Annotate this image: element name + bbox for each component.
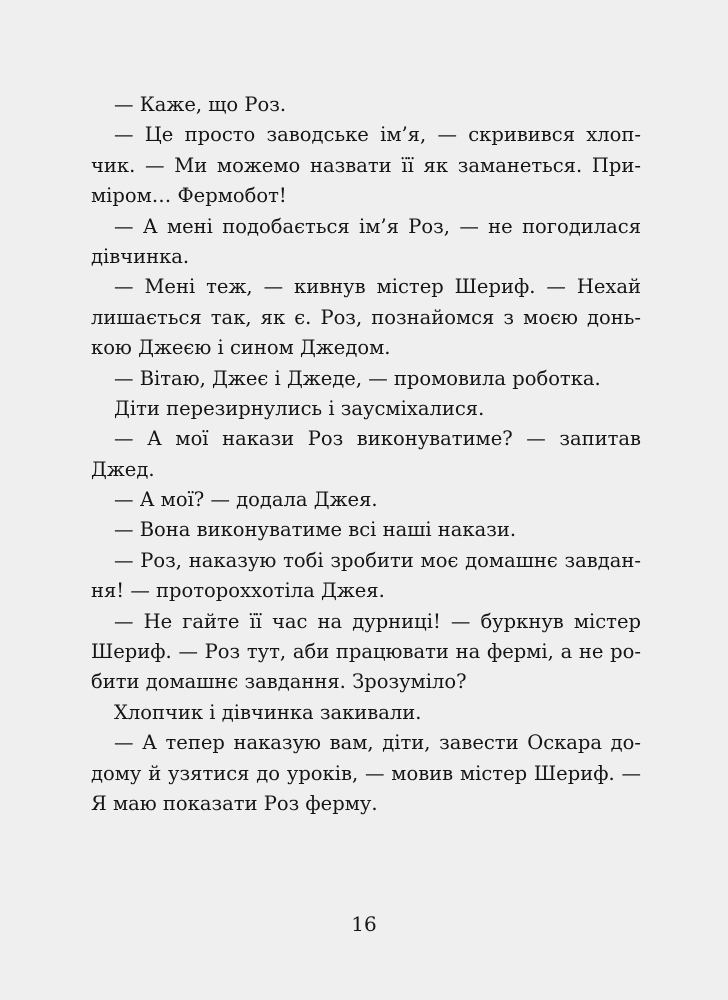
text-line: міром… Фермобот!: [91, 184, 287, 208]
text-line: — Мені теж, — кивнув містер Шериф. — Нехай: [114, 275, 641, 299]
text-line: дівчинка.: [91, 244, 190, 268]
text-line: Хлопчик і дівчинка закивали.: [114, 700, 422, 724]
text-line: Діти перезирнулись і заусміхалися.: [114, 396, 485, 420]
text-line: Шериф. — Роз тут, аби працювати на фермі, а не ро-: [91, 640, 641, 664]
text-line: — А мені подобається ім’я Роз, — не погодилася: [114, 214, 641, 238]
text-line: — А мої? — додала Джея.: [114, 488, 378, 512]
text-line: лишається так, як є. Роз, познайомся з моєю донь-: [91, 305, 641, 329]
text-line: Я маю показати Роз ферму.: [91, 791, 378, 815]
text-line: — Не гайте її час на дурниці! — буркнув містер: [114, 609, 641, 633]
text-line: ня! — протороххотіла Джея.: [91, 579, 385, 603]
page-number: 16: [351, 912, 377, 936]
text-line: — Вона виконуватиме всі наші накази.: [114, 518, 517, 542]
text-line: кою Джеєю і сином Джедом.: [91, 336, 391, 360]
text-line: чик. — Ми можемо назвати її як заманеться. При-: [91, 153, 641, 177]
text-line: дому й узятися до уроків, — мовив містер Шериф. —: [91, 761, 641, 785]
text-line: — Каже, що Роз.: [114, 93, 287, 116]
text-line: — А мої накази Роз виконуватиме? — запитав: [114, 427, 641, 451]
text-line: — А тепер наказую вам, діти, завести Оскара до-: [114, 731, 641, 755]
text-line: — Це просто заводське ім’я, — скривився хлоп-: [114, 123, 641, 147]
text-line: — Вітаю, Джеє і Джеде, — промовила роботка.: [114, 366, 601, 390]
text-line: Джед.: [91, 457, 155, 481]
body-text: [91, 90, 641, 819]
text-line: бити домашнє завдання. Зрозуміло?: [91, 670, 467, 694]
text-line: — Роз, наказую тобі зробити моє домашнє завдан-: [114, 548, 641, 572]
